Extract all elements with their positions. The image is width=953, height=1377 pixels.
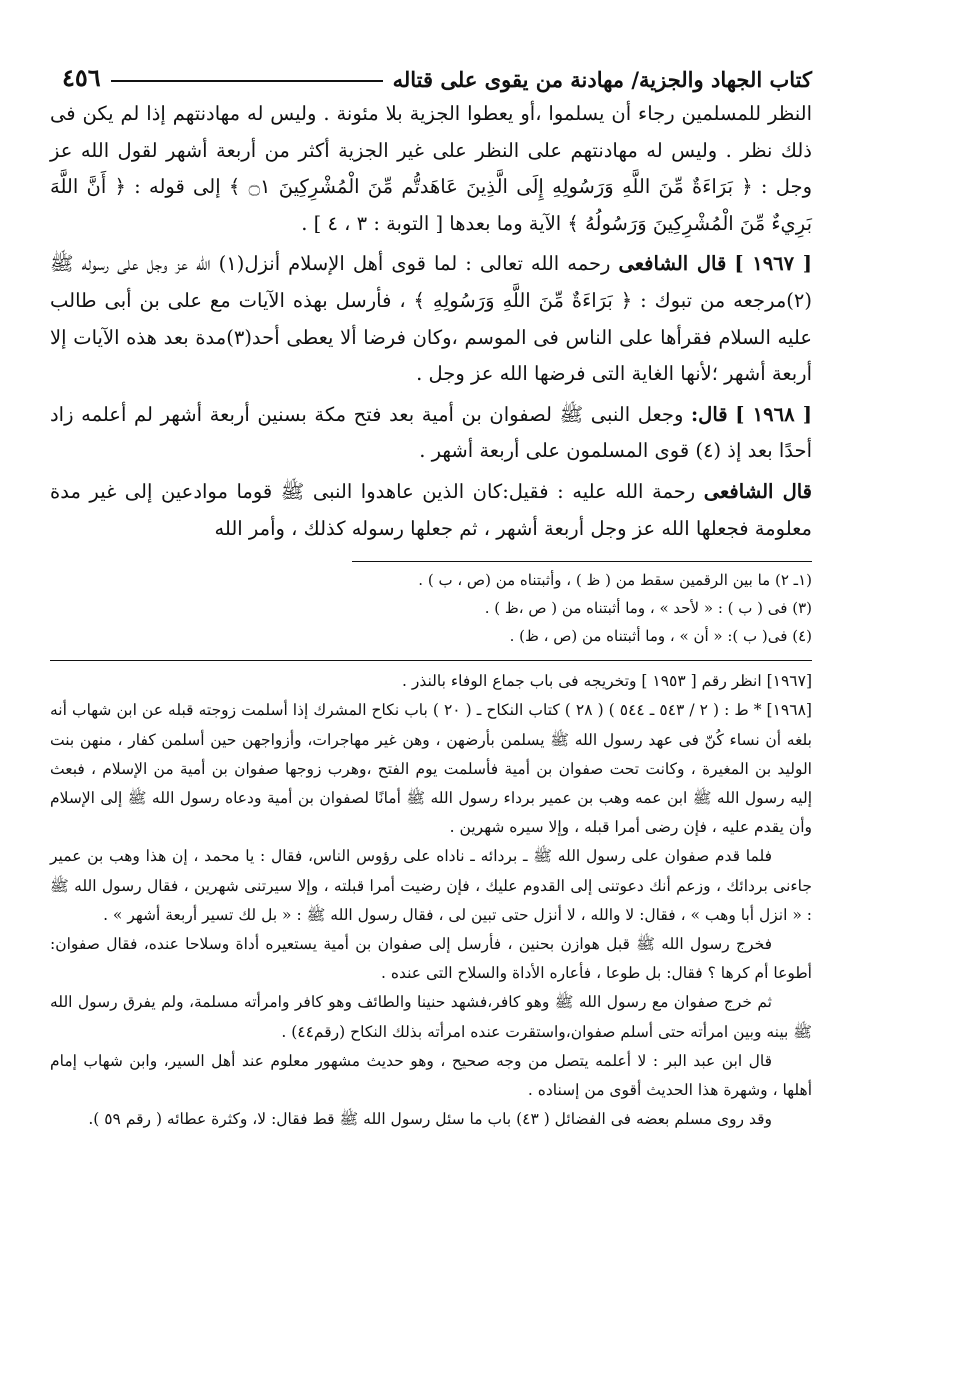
paragraph-1968 — [50, 397, 812, 470]
page-number: ٤٥٦ — [62, 63, 101, 92]
entry-number-1967: [ ١٩٦٧ ] — [734, 252, 812, 276]
takhrij-paragraph: ثم خرج صفوان مع رسول الله ﷺ وهو كافر،فشهد حنينا والطائف وهو كافر وامرأته مسلمة، ولم يفرق رسول الله ﷺ بينه وبين امرأته حتى أسلم صفوان،واستقرت عنده امرأته بذلك النكاح (رقم٤٤) . — [50, 993, 812, 1041]
paragraph-1968-text: وجعل النبى ﷺ لصفوان بن أمية بعد فتح مكة بسنين أربعة أشهر لم أعلمه زاد أحدًا بعد إذ (٤) قوى المسلمون على أربعة أشهر . — [50, 402, 812, 463]
header-rule — [111, 80, 383, 82]
paragraph-1967-text: رحمه الله تعالى : لما قوى أهل الإسلام أنزل(١) الله عز وجل على رسوله ﷺ (٢)مرجعه من تبوك : ﴿ بَرَاءَةٌ مِّنَ اللَّهِ وَرَسُولِهِ ﴾ ، فأرسل بهذه الآيات مع على بن أبى طالب عليه السلام فقرأها على الناس فى الموسم ،وكان فرضا ألا يعطى أحد(٣)مدة بعد هذه الآيات إلا أربعة أشهر ؛لأنها الغاية التى فرضها الله عز وجل . — [50, 252, 812, 386]
speaker-label: قال: — [690, 402, 728, 426]
paragraph-intro: النظر للمسلمين رجاء أن يسلموا ،أو يعطوا الجزية بلا مئونة . وليس له مهادنتهم إذا لم يكن فى ذلك نظر . وليس له مهادنتهم على النظر على غير الجزية أكثر من أربعة أشهر لقول الله عز وجل : ﴿ بَرَاءَةٌ مِّنَ اللَّهِ وَرَسُولِهِ إِلَى الَّذِينَ عَاهَدتُّم مِّنَ الْمُشْرِكِينَ ۝١ ﴾ إلى قوله : ﴿ أَنَّ اللَّهَ بَرِيءٌ مِّنَ الْمُشْرِكِينَ وَرَسُولُهُ ﴾ الآية وما بعدها [ التوبة : ٣ ، ٤ ] . — [50, 102, 812, 235]
takhrij-paragraph: فخرج رسول الله ﷺ قبل هوازن بحنين ، فأرسل إلى صفوان بن أمية يستعيره أداة وسلاحا عنده، فقال صفوان: أطوعا أم كرها ؟ فقال: بل طوعا ، فأعاره الأداة والسلاح التى عنده . — [50, 934, 812, 983]
running-title: كتاب الجهاد والجزية/ مهادنة من يقوى على قتاله — [392, 67, 812, 92]
book-page — [50, 52, 812, 1134]
speaker-label: قال الشافعى — [703, 479, 812, 503]
takhrij-paragraph: فلما قدم صفوان على رسول الله ﷺ ـ بردائه ـ ناداه على رؤوس الناس، فقال : يا محمد ، إن هذا وهب بن عمير جاءنى بردائك ، وزعم أنك دعوتنى إلى القدوم عليك ، فإن رضيت أمرا قبلته ، وإلا سيرتنى شهرين ، فقال رسول الله ﷺ : « انزل أبا وهب » ، فقال: لا والله ، لا أنزل حتى تبين لى ، فقال رسول الله ﷺ : « بل لك تسير أربعة أشهر » . — [50, 847, 812, 924]
paragraph-1967 — [50, 246, 812, 392]
paragraph-shafii-text: رحمة الله عليه : فقيل:كان الذين عاهدوا النبى ﷺ قوما موادعين إلى غير مدة معلومة فجعلها الله عز وجل أربعة أشهر ، ثم جعلها رسوله كذلك ، وأمر الله — [50, 479, 812, 540]
paragraph-shafii — [50, 474, 812, 547]
takhrij-rule — [50, 660, 812, 661]
takhrij-1968: [١٩٦٨] * ط : ( ٢ / ٥٤٣ ـ ٥٤٤ ) ( ٢٨ ) كتاب النكاح ـ ( ٢٠ ) باب نكاح المشرك إذا أسلمت زوجته قبله عن ابن شهاب أنه بلغه أن نساء كُنّ فى عهد رسول الله ﷺ يسلمن بأرضهن ، وهن غير مهاجرات، وأزواجهن حين أسلمن كفار ، منهن بنت الوليد بن المغيرة ، وكانت تحت صفوان بن أمية فأسلمت يوم الفتح ،وهرب زوجها صفوان بن أمية من الإسلام ، فبعث إليه رسول الله ﷺ ابن عمه وهب بن عمير برداء رسول الله ﷺ أمانًا لصفوان بن أمية ودعاه رسول الله ﷺ إلى الإسلام وأن يقدم عليه ، فإن رضى أمرا قبله ، وإلا سيره شهرين . — [50, 701, 812, 837]
footnote-rule — [352, 561, 812, 562]
takhrij-paragraph: وقد روى مسلم بعضه فى الفضائل ( ٤٣) باب ما سئل رسول الله ﷺ قط فقال: لا، وكثرة عطائه ( رقم ٥٩ ). — [88, 1110, 772, 1129]
page-header — [50, 52, 812, 92]
footnotes — [50, 566, 812, 650]
speaker-label: قال الشافعى — [618, 252, 727, 276]
footnote-3: (٣) فى ( ب ) : « لأحد » ، وما أثبتناه من ( ص ،ظ ) . — [484, 599, 812, 618]
takhrij-notes — [50, 667, 812, 1134]
takhrij-1967: [١٩٦٧] انظر رقم [ ١٩٥٣ ] وتخريجه فى باب جماع الوفاء بالنذر . — [402, 672, 812, 691]
footnote-4: (٤) فى( ب ): « أن » ، وما أثبتناه من (ص ، ظ) . — [509, 627, 812, 646]
main-text — [50, 96, 812, 547]
takhrij-paragraph: قال ابن عبد البر : لا أعلمه يتصل من وجه صحيح ، وهو حديث مشهور معلوم عند أهل السير، وابن شهاب إمام أهلها ، وشهرة هذا الحديث أقوى من إسناده . — [50, 1051, 812, 1099]
footnote-1-2: (١ـ ٢) ما بين الرقمين سقط من ( ظ ) ، وأثبتناه من (ص ، ب ) . — [418, 571, 812, 590]
entry-number-1968: [ ١٩٦٨ ] — [735, 402, 813, 426]
